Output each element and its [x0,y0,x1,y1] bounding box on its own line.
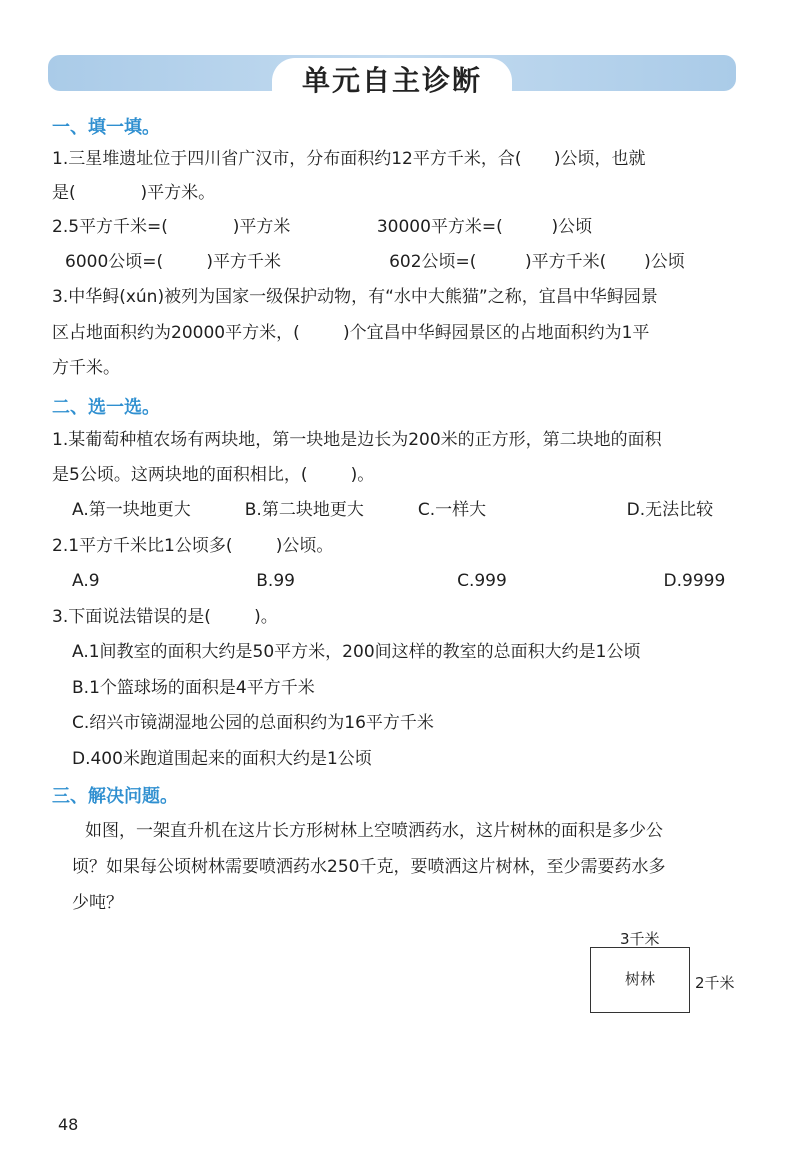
question-line: 是5公顷。这两块地的面积相比，( )。 [52,465,375,485]
question-line: 是( )平方米。 [52,183,216,203]
problem-line: 少吨？ [72,893,123,913]
forest-height-label: 2千米 [695,974,735,992]
question-line: 2.1平方千米比1公顷多( )公顷。 [52,536,334,556]
page-number: 48 [58,1115,79,1134]
option-line: A.1间教室的面积大约是50平方米，200间这样的教室的总面积大约是1公顷 [72,642,641,662]
option-line: C.绍兴市镜湖湿地公园的总面积约为16平方千米 [72,713,434,733]
forest-rectangle [590,947,690,1013]
section-title-choose: 二、选一选。 [52,397,160,418]
question-line: 1.三星堆遗址位于四川省广汉市，分布面积约12平方千米，合( )公顷，也就 [52,149,646,169]
section-title-fill: 一、填一填。 [52,117,160,138]
option-line: B.1个篮球场的面积是4平方千米 [72,678,315,698]
option-line: A.9 B.99 C.999 D.9999 [72,571,726,591]
forest-width-label: 3千米 [620,930,660,948]
question-line: 6000公顷=( )平方千米 602公顷=( )平方千米( )公顷 [65,252,685,272]
option-line: A.第一块地更大 B.第二块地更大 C.一样大 D.无法比较 [72,500,714,520]
question-line: 3.中华鲟(xún)被列为国家一级保护动物，有“水中大熊猫”之称，宜昌中华鲟园景 [52,287,658,307]
question-line: 2.5平方千米=( )平方米 30000平方米=( )公顷 [52,217,593,237]
forest-label: 树林 [624,970,655,988]
problem-line: 顷？如果每公顷树林需要喷洒药水250千克，要喷洒这片树林，至少需要药水多 [72,857,666,877]
question-line: 3.下面说法错误的是( )。 [52,607,278,627]
page-title: 单元自主诊断 [272,58,512,104]
problem-line: 如图，一架直升机在这片长方形树林上空喷洒药水，这片树林的面积是多少公 [85,821,663,841]
section-title-solve: 三、解决问题。 [52,786,178,807]
question-line: 区占地面积约为20000平方米，( )个宜昌中华鲟园景区的占地面积约为1平 [52,323,650,343]
question-line: 方千米。 [52,358,120,378]
question-line: 1.某葡萄种植农场有两块地，第一块地是边长为200米的正方形，第二块地的面积 [52,430,662,450]
option-line: D.400米跑道围起来的面积大约是1公顷 [72,749,372,769]
